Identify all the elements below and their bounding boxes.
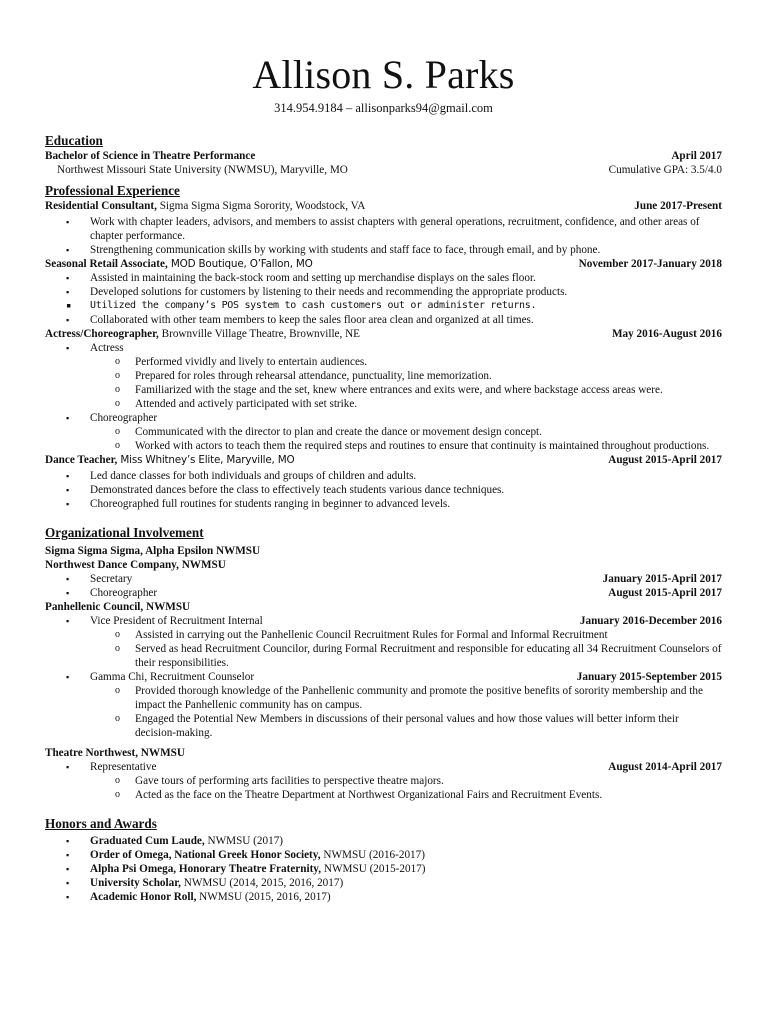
award-detail: NWMSU (2017): [204, 835, 284, 847]
job-header: [45, 257, 722, 271]
list-item: o Attended and actively participated with set strike.: [45, 397, 722, 411]
role-label: ▪ Secretary: [90, 573, 133, 585]
list-item: o Communicated with the director to plan and create the dance or movement design concept.: [45, 425, 722, 439]
candidate-name: Allison S. Parks: [252, 52, 515, 97]
org-name: Theatre Northwest, NWMSU: [45, 747, 185, 759]
role-duties: [45, 774, 722, 802]
list-item: [45, 876, 722, 890]
org-roles: [45, 572, 722, 600]
role-date: August 2015-April 2017: [608, 587, 722, 599]
job-org: Sigma Sigma Sigma Sorority, Woodstock, VA: [156, 200, 366, 212]
org-name: Northwest Dance Company, NWMSU: [45, 559, 226, 571]
list-item: o Provided thorough knowledge of the Panhellenic community and promote the positive benefits of sorority membership and the impact the Panhellenic community has on campus.: [45, 684, 722, 712]
list-item: o Worked with actors to teach them the required steps and routines to ensure that continuity is maintained throughout productions.: [45, 439, 722, 453]
list-item: o Assisted in carrying out the Panhellenic Council Recruitment Rules for Formal and Informal Recruitment: [45, 628, 722, 642]
job-role: Seasonal Retail Associate,: [45, 258, 168, 270]
list-item: o Gave tours of performing arts facilities to perspective theatre majors.: [45, 774, 722, 788]
list-item: [45, 890, 722, 904]
job-bullets: [45, 215, 722, 257]
list-item: ▪ Developed solutions for customers by listening to their needs and recommending the appropriate products.: [45, 285, 722, 299]
education-heading: Education: [45, 133, 103, 148]
list-item: o Prepared for roles through rehearsal attendance, punctuality, line memorization.: [45, 369, 722, 383]
org-role: [45, 614, 722, 628]
list-item: ▪ Strengthening communication skills by working with students and staff face to face, through email, and by phone.: [45, 243, 722, 257]
job-header: [45, 199, 722, 213]
job-role: Actress/Choreographer,: [45, 328, 159, 340]
role-date: January 2015-September 2015: [576, 671, 722, 683]
award-name: Graduated Cum Laude,: [90, 835, 205, 847]
list-item: o Served as head Recruitment Councilor, during Formal Recruitment and responsible for educating all 34 Recruitment Counselors of their responsibilities.: [45, 642, 722, 670]
role-date: January 2015-April 2017: [602, 573, 722, 585]
role-group: [45, 411, 722, 425]
award-detail: NWMSU (2014, 2015, 2016, 2017): [180, 877, 344, 889]
school: Northwest Missouri State University (NWMSU), Maryville, MO: [57, 164, 348, 176]
resume-page: [45, 52, 722, 904]
role-label: ▪ Vice President of Recruitment Internal: [90, 615, 263, 627]
award-detail: NWMSU (2016-2017): [320, 849, 425, 861]
list-item: ▪ Choreographed full routines for students ranging in beginner to advanced levels.: [45, 497, 722, 511]
award-name: University Scholar,: [90, 877, 181, 889]
org-role: [45, 586, 722, 600]
job-role-groups: [45, 411, 722, 425]
job-org: Miss Whitney’s Elite, Maryville, MO: [117, 454, 295, 466]
role-duties: [45, 684, 722, 740]
job-date: August 2015-April 2017: [608, 454, 722, 466]
list-item: o Performed vividly and lively to entertain audiences.: [45, 355, 722, 369]
award-detail: NWMSU (2015-2017): [321, 863, 426, 875]
experience-heading: Professional Experience: [45, 183, 180, 198]
list-item: [45, 848, 722, 862]
degree-date: April 2017: [671, 150, 722, 162]
role-date: August 2014-April 2017: [608, 761, 722, 773]
list-item: [45, 862, 722, 876]
org-role: [45, 572, 722, 586]
list-item: ▪ Work with chapter leaders, advisors, and members to assist chapters with general operations, recruitment, confidence, and other areas of chapter performance.: [45, 215, 722, 243]
job-role-groups: [45, 341, 722, 355]
role-label: Choreographer: [90, 412, 158, 424]
award-name: Academic Honor Roll,: [90, 891, 197, 903]
job-bullets: [45, 271, 722, 327]
list-item: ▪ Demonstrated dances before the class to effectively teach students various dance techniques.: [45, 483, 722, 497]
job-header: [45, 453, 722, 467]
org-roles: [45, 760, 722, 774]
org-role: [45, 670, 722, 684]
org-roles: [45, 670, 722, 684]
job-date: November 2017-January 2018: [578, 258, 722, 270]
award-name: Alpha Psi Omega, Honorary Theatre Fraternity,: [90, 863, 322, 875]
org-name: Sigma Sigma Sigma, Alpha Epsilon NWMSU: [45, 545, 261, 557]
involvement-heading: Organizational Involvement: [45, 525, 204, 540]
list-item: o Acted as the face on the Theatre Department at Northwest Organizational Fairs and Recruitment Events.: [45, 788, 722, 802]
role-label: Actress: [90, 342, 124, 354]
gpa: Cumulative GPA: 3.5/4.0: [608, 164, 722, 176]
job-role: Dance Teacher,: [45, 454, 118, 466]
role-label: ▪ Gamma Chi, Recruitment Counselor: [90, 671, 255, 683]
org-roles: [45, 614, 722, 628]
org-role: [45, 760, 722, 774]
list-item: o Engaged the Potential New Members in discussions of their personal values and how those values will better inform their decision-making.: [45, 712, 722, 740]
list-item: o Familiarized with the stage and the set, knew where entrances and exits were, and where backstage access areas were.: [45, 383, 722, 397]
choreographer-duties: [45, 425, 722, 453]
award-detail: NWMSU (2015, 2016, 2017): [196, 891, 331, 903]
job-date: May 2016-August 2016: [611, 328, 722, 340]
contact-line: 314.954.9184 – allisonparks94@gmail.com: [274, 101, 493, 115]
role-label: ▪ Choreographer: [90, 587, 158, 599]
role-group: [45, 341, 722, 355]
list-item: ▪ Assisted in maintaining the back-stock room and setting up merchandise displays on the sales floor.: [45, 271, 722, 285]
job-bullets: [45, 469, 722, 511]
org-name: Panhellenic Council, NWMSU: [45, 601, 191, 613]
degree-row: [45, 149, 722, 163]
job-org: Brownville Village Theatre, Brownville, NE: [158, 328, 361, 340]
job-date: June 2017-Present: [634, 200, 722, 212]
list-item: ▪ Led dance classes for both individuals and groups of children and adults.: [45, 469, 722, 483]
list-item: ▪ Collaborated with other team members to keep the sales floor area clean and organized at all times.: [45, 313, 722, 327]
honors-list: [45, 834, 722, 904]
actress-duties: [45, 355, 722, 411]
list-item: [45, 834, 722, 848]
list-item: ▪ Utilized the company’s POS system to cash customers out or administer returns.: [45, 299, 722, 313]
honors-heading: Honors and Awards: [45, 816, 157, 831]
role-date: January 2016-December 2016: [579, 615, 722, 627]
school-row: [45, 163, 722, 177]
job-role: Residential Consultant,: [45, 200, 157, 212]
award-name: Order of Omega, National Greek Honor Society,: [90, 849, 321, 861]
degree: Bachelor of Science in Theatre Performance: [45, 150, 256, 162]
role-label: ▪ Representative: [90, 761, 157, 773]
job-header: [45, 327, 722, 341]
job-org: MOD Boutique, O’Fallon, MO: [167, 258, 313, 270]
role-duties: [45, 628, 722, 670]
